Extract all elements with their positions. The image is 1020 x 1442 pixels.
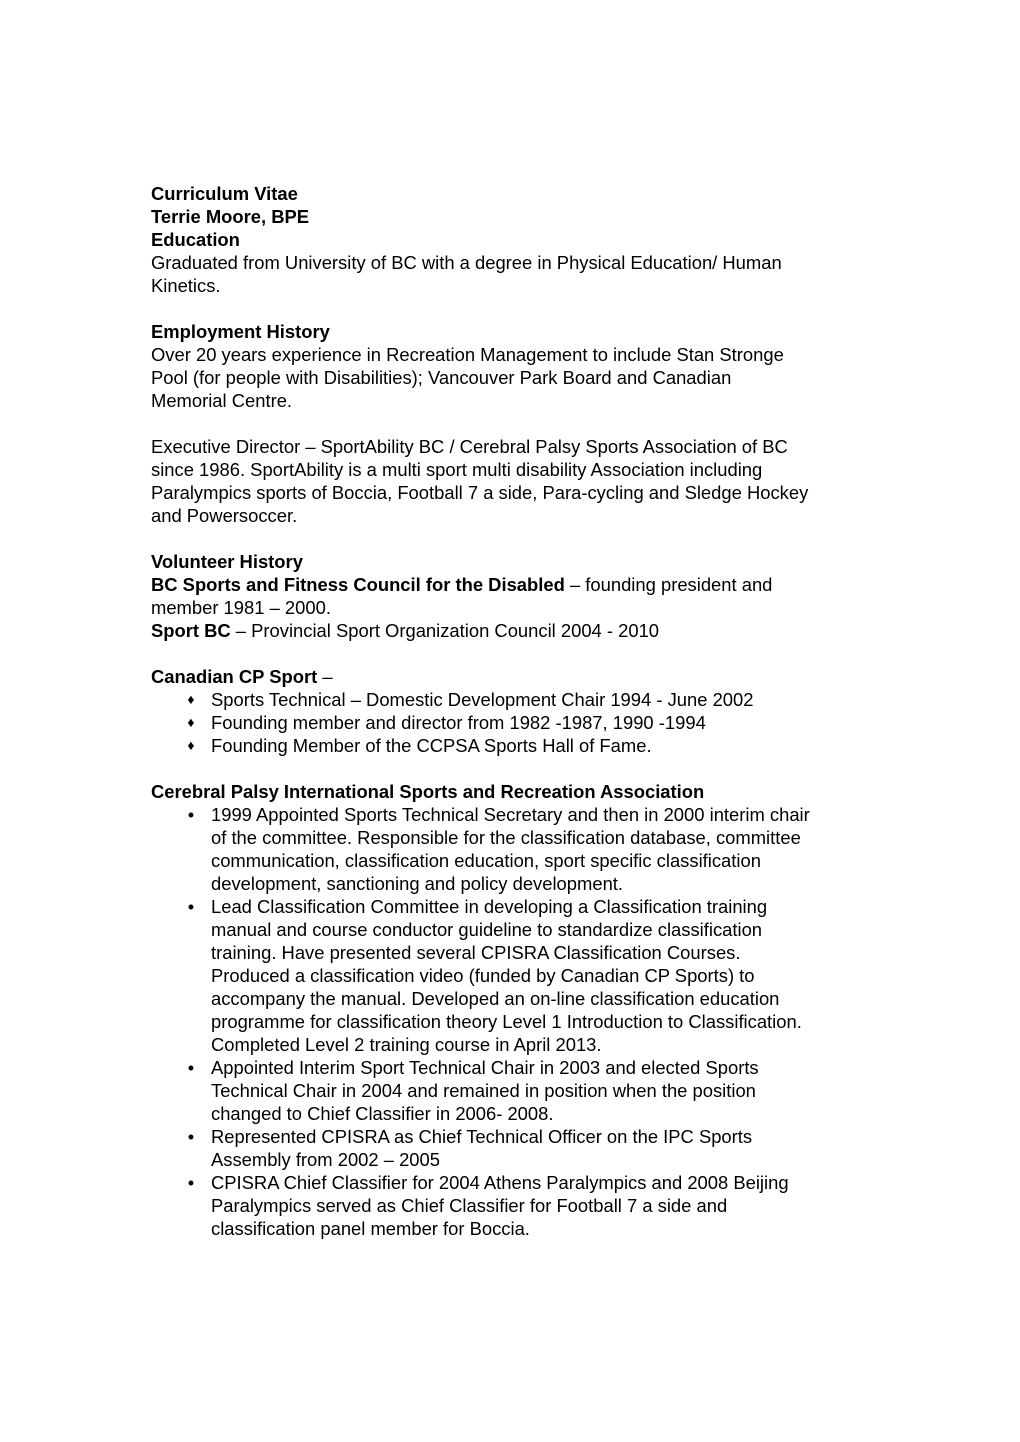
list-item: [151, 1056, 891, 1125]
document-page: [151, 182, 891, 1240]
bullet-icon: •: [187, 1126, 195, 1147]
volunteer-role: – founding president and member 1981 – 2000.: [151, 574, 773, 618]
list-item-text: Founding member and director from 1982 -1987, 1990 -1994: [211, 712, 706, 733]
volunteer-item: [151, 573, 891, 619]
cpisra-list: [151, 803, 891, 1240]
list-item-text: Sports Technical – Domestic Development Chair 1994 - June 2002: [211, 689, 754, 710]
list-item-text: Represented CPISRA as Chief Technical Officer on the IPC Sports Assembly from 2002 – 2005: [211, 1126, 753, 1170]
education-heading: Education: [151, 229, 240, 250]
list-item-text: Appointed Interim Sport Technical Chair in 2003 and elected Sports Technical Chair in 2004 and remained in position when the position changed to Chief Classifier in 2006- 2008.: [211, 1057, 759, 1124]
list-item-text: 1999 Appointed Sports Technical Secretary and then in 2000 interim chair of the committee. Responsible for the classification database, committee communication, classification education, sport specific classification development, sanctioning and policy development.: [211, 804, 810, 894]
list-item: [151, 688, 891, 711]
diamond-bullet-icon: ♦: [187, 691, 195, 707]
employment-heading: Employment History: [151, 321, 330, 342]
list-item: [151, 734, 891, 757]
education-text: Graduated from University of BC with a degree in Physical Education/ Human Kinetics.: [151, 252, 782, 296]
document-title: Curriculum Vitae: [151, 183, 298, 204]
person-name: Terrie Moore, BPE: [151, 206, 310, 227]
volunteer-item: [151, 619, 891, 642]
employment-paragraph-2: Executive Director – SportAbility BC / Cerebral Palsy Sports Association of BC since 1986. SportAbility is a multi sport multi disability Association including Paralympics sports of Boccia, Football 7 a side, Para-cycling and Sledge Hockey and Powersoccer.: [151, 436, 809, 526]
volunteer-role: – Provincial Sport Organization Council 2004 - 2010: [230, 620, 660, 641]
list-item: [151, 895, 891, 1056]
diamond-bullet-icon: ♦: [187, 737, 195, 753]
list-item: [151, 803, 891, 895]
bullet-icon: •: [187, 1172, 195, 1193]
bullet-icon: •: [187, 804, 195, 825]
volunteer-heading: Volunteer History: [151, 551, 303, 572]
canadian-cp-list: [151, 688, 891, 757]
list-item-text: Lead Classification Committee in developing a Classification training manual and course conductor guideline to standardize classification training. Have presented several CPISRA Classification Courses. Produced a classification video (funded by Canadian CP Sports) to accompany the manual. Developed an on-line classification education programme for classification theory Level 1 Introduction to Classification. Completed Level 2 training course in April 2013.: [211, 896, 802, 1055]
diamond-bullet-icon: ♦: [187, 714, 195, 730]
list-item: [151, 1125, 891, 1171]
volunteer-org-name: BC Sports and Fitness Council for the Disabled: [151, 574, 565, 595]
heading-dash: –: [317, 666, 333, 687]
cpisra-heading: Cerebral Palsy International Sports and Recreation Association: [151, 781, 705, 802]
employment-paragraph-1: Over 20 years experience in Recreation Management to include Stan Stronge Pool (for people with Disabilities); Vancouver Park Board and Canadian Memorial Centre.: [151, 344, 784, 411]
list-item: [151, 1171, 891, 1240]
bullet-icon: •: [187, 1057, 195, 1078]
list-item-text: CPISRA Chief Classifier for 2004 Athens Paralympics and 2008 Beijing Paralympics served as Chief Classifier for Football 7 a side and classification panel member for Boccia.: [211, 1172, 789, 1239]
list-item-text: Founding Member of the CCPSA Sports Hall of Fame.: [211, 735, 652, 756]
canadian-cp-heading: Canadian CP Sport: [151, 666, 318, 687]
volunteer-org-name: Sport BC: [151, 620, 231, 641]
list-item: [151, 711, 891, 734]
bullet-icon: •: [187, 896, 195, 917]
